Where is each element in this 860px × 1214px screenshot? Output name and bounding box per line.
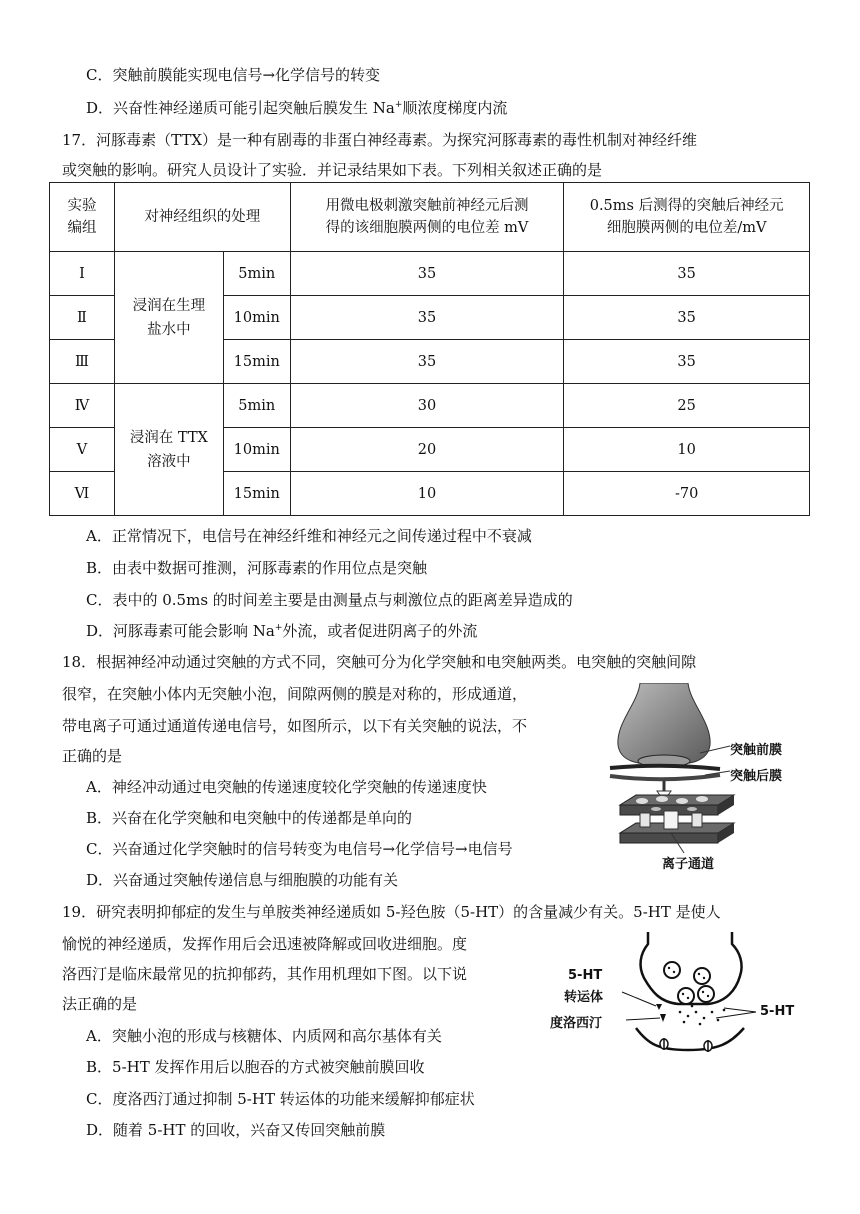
q19-stem-line1: 19．研究表明抑郁症的发生与单胺类神经递质如 5-羟色胺（5-HT）的含量减少有关。5-HT 是使人 <box>62 903 721 921</box>
treatment-saline: 浸润在生理 盐水中 <box>114 252 223 384</box>
time-cell: 10min <box>223 428 290 472</box>
time-cell: 5min <box>223 384 290 428</box>
label-5ht-transporter-b: 转运体 <box>564 990 604 1005</box>
pre-value-cell: 30 <box>290 384 564 428</box>
post-value-cell: 25 <box>564 384 810 428</box>
label-ion-channel: 离子通道 <box>662 857 715 872</box>
q18-stem-line4: 正确的是 <box>62 747 123 765</box>
header-group: 实验 编组 <box>50 183 115 252</box>
option-d-q16-post: 顺浓度梯度内流 <box>402 99 508 117</box>
pre-value-cell: 35 <box>290 296 564 340</box>
treatment-ttx: 浸润在 TTX 溶液中 <box>114 384 223 516</box>
q19-option-d: D．随着 5-HT 的回收，兴奋又传回突触前膜 <box>86 1121 386 1139</box>
time-cell: 10min <box>223 296 290 340</box>
q19-stem-line2: 愉悦的神经递质，发挥作用后会迅速被降解或回收进细胞。度 <box>62 935 468 953</box>
label-duloxetine: 度洛西汀 <box>550 1016 603 1031</box>
q18-stem-line3: 带电离子可通过通道传递电信号，如图所示，以下有关突触的说法，不 <box>62 717 528 735</box>
label-presynaptic-membrane: 突触前膜 <box>730 743 783 758</box>
time-cell: 15min <box>223 472 290 516</box>
label-postsynaptic-membrane: 突触后膜 <box>730 769 783 784</box>
q18-electrical-synapse-figure <box>600 683 815 878</box>
q18-stem-line1: 18．根据神经冲动通过突触的方式不同，突触可分为化学突触和电突触两类。电突触的突触间隙 <box>62 653 697 671</box>
q17-stem-line1: 17．河豚毒素（TTX）是一种有剧毒的非蛋白神经毒素。为探究河豚毒素的毒性机制对神经纤维 <box>62 131 698 149</box>
q17-experiment-table <box>49 182 810 516</box>
q17-option-a: A．正常情况下，电信号在神经纤维和神经元之间传递过程中不衰减 <box>86 527 532 545</box>
q17-stem-line2: 或突触的影响。研究人员设计了实验．并记录结果如下表。下列相关叙述正确的是 <box>62 161 603 179</box>
time-cell: 5min <box>223 252 290 296</box>
post-value-cell: 35 <box>564 340 810 384</box>
header-pre-potential: 用微电极刺激突触前神经元后测 得的该细胞膜两侧的电位差 mV <box>290 183 564 252</box>
post-value-cell: -70 <box>564 472 810 516</box>
option-d-q16-pre: D．兴奋性神经递质可能引起突触后膜发生 Na <box>86 99 395 117</box>
header-post-potential: 0.5ms 后测得的突触后神经元 细胞膜两侧的电位差/mV <box>564 183 810 252</box>
label-5ht-transporter-a: 5-HT <box>568 968 603 983</box>
group-cell: Ⅵ <box>50 472 115 516</box>
post-value-cell: 35 <box>564 252 810 296</box>
table-row <box>50 252 810 296</box>
table-header-row <box>50 183 810 252</box>
q19-option-b: B．5-HT 发挥作用后以胞吞的方式被突触前膜回收 <box>86 1058 425 1076</box>
option-d-q16-sup: + <box>394 100 403 110</box>
pre-value-cell: 20 <box>290 428 564 472</box>
label-5ht: 5-HT <box>760 1004 795 1019</box>
q17-option-d-pre: D．河豚毒素可能会影响 Na <box>86 622 275 640</box>
q18-option-d: D．兴奋通过突触传递信息与细胞膜的功能有关 <box>86 871 399 889</box>
option-c-q16: C．突触前膜能实现电信号→化学信号的转变 <box>86 66 381 84</box>
q18-option-b: B．兴奋在化学突触和电突触中的传递都是单向的 <box>86 809 413 827</box>
table-row <box>50 384 810 428</box>
group-cell: Ⅲ <box>50 340 115 384</box>
q19-option-a: A．突触小泡的形成与核糖体、内质网和高尔基体有关 <box>86 1027 442 1045</box>
time-cell: 15min <box>223 340 290 384</box>
q17-option-b: B．由表中数据可推测，河豚毒素的作用位点是突触 <box>86 559 428 577</box>
pre-value-cell: 10 <box>290 472 564 516</box>
q19-stem-line4: 法正确的是 <box>62 995 138 1013</box>
group-cell: Ⅰ <box>50 252 115 296</box>
q18-option-a: A．神经冲动通过电突触的传递速度较化学突触的传递速度快 <box>86 778 487 796</box>
q17-option-d-sup: + <box>274 623 283 633</box>
synapse-diagram-svg <box>600 683 815 878</box>
q19-stem-line3: 洛西汀是临床最常见的抗抑郁药，其作用机理如下图。以下说 <box>62 965 468 983</box>
q19-reuptake-figure <box>548 932 808 1077</box>
q17-option-c: C．表中的 0.5ms 的时间差主要是由测量点与刺激位点的距离差异造成的 <box>86 591 573 609</box>
post-value-cell: 35 <box>564 296 810 340</box>
group-cell: Ⅳ <box>50 384 115 428</box>
q17-option-d-post: 外流，或者促进阴离子的外流 <box>282 622 478 640</box>
post-value-cell: 10 <box>564 428 810 472</box>
q17-option-d <box>86 620 477 642</box>
pre-value-cell: 35 <box>290 252 564 296</box>
header-treatment: 对神经组织的处理 <box>114 183 290 252</box>
group-cell: Ⅱ <box>50 296 115 340</box>
q18-stem-line2: 很窄，在突触小体内无突触小泡，间隙两侧的膜是对称的，形成通道， <box>62 685 528 703</box>
q18-option-c: C．兴奋通过化学突触时的信号转变为电信号→化学信号→电信号 <box>86 840 513 858</box>
option-d-q16 <box>86 97 507 119</box>
q19-option-c: C．度洛西汀通过抑制 5-HT 转运体的功能来缓解抑郁症状 <box>86 1090 475 1108</box>
group-cell: Ⅴ <box>50 428 115 472</box>
pre-value-cell: 35 <box>290 340 564 384</box>
